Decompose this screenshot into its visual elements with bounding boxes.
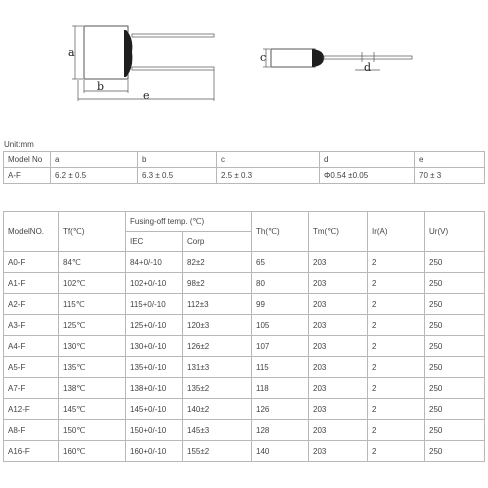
lead-upper bbox=[132, 34, 214, 37]
cell-d: Φ0.54 ±0.05 bbox=[320, 168, 415, 184]
cell-th: 105 bbox=[252, 315, 309, 336]
cell-ur: 250 bbox=[425, 336, 485, 357]
cell-ur: 250 bbox=[425, 378, 485, 399]
cell-tm: 203 bbox=[309, 315, 368, 336]
cell-tf: 130℃ bbox=[59, 336, 126, 357]
header-c: c bbox=[217, 152, 320, 168]
cell-tm: 203 bbox=[309, 252, 368, 273]
header-tf: Tf(℃) bbox=[59, 212, 126, 252]
cell-tf: 138℃ bbox=[59, 378, 126, 399]
cell-tf: 150℃ bbox=[59, 420, 126, 441]
header-model: ModelNO. bbox=[4, 212, 59, 252]
cell-model: A8-F bbox=[4, 420, 59, 441]
header-fusing-off: Fusing-off temp. (℃) bbox=[126, 212, 252, 232]
cell-ur: 250 bbox=[425, 420, 485, 441]
cell-corp: 145±3 bbox=[183, 420, 252, 441]
fuse-body-side bbox=[271, 49, 315, 67]
header-a: a bbox=[51, 152, 138, 168]
cell-tf: 115℃ bbox=[59, 294, 126, 315]
cell-th: 99 bbox=[252, 294, 309, 315]
lead-side bbox=[324, 56, 412, 59]
dimensions-table bbox=[3, 151, 485, 184]
cell-ur: 250 bbox=[425, 315, 485, 336]
cell-model: A0-F bbox=[4, 252, 59, 273]
cell-tm: 203 bbox=[309, 273, 368, 294]
cell-th: 80 bbox=[252, 273, 309, 294]
cell-iec: 135+0/-10 bbox=[126, 357, 183, 378]
cell-model: A12-F bbox=[4, 399, 59, 420]
unit-label: Unit:mm bbox=[4, 140, 34, 149]
cell-tf: 125℃ bbox=[59, 315, 126, 336]
cell-ir: 2 bbox=[368, 336, 425, 357]
cell-ir: 2 bbox=[368, 252, 425, 273]
table-row bbox=[4, 168, 485, 184]
cell-model: A3-F bbox=[4, 315, 59, 336]
cell-a: 6.2 ± 0.5 bbox=[51, 168, 138, 184]
cell-iec: 138+0/-10 bbox=[126, 378, 183, 399]
cell-ir: 2 bbox=[368, 273, 425, 294]
cell-ir: 2 bbox=[368, 378, 425, 399]
cell-tm: 203 bbox=[309, 441, 368, 462]
cell-model: A7-F bbox=[4, 378, 59, 399]
cell-tm: 203 bbox=[309, 399, 368, 420]
table-row bbox=[4, 336, 485, 357]
cell-ir: 2 bbox=[368, 399, 425, 420]
cell-ir: 2 bbox=[368, 294, 425, 315]
table-row bbox=[4, 294, 485, 315]
cell-corp: 140±2 bbox=[183, 399, 252, 420]
cell-tm: 203 bbox=[309, 294, 368, 315]
header-e: e bbox=[415, 152, 485, 168]
cell-c: 2.5 ± 0.3 bbox=[217, 168, 320, 184]
cell-tm: 203 bbox=[309, 357, 368, 378]
cell-ur: 250 bbox=[425, 252, 485, 273]
fuse-resin-side bbox=[312, 49, 324, 67]
side-view bbox=[260, 49, 412, 74]
cell-corp: 126±2 bbox=[183, 336, 252, 357]
header-model: Model No bbox=[4, 152, 51, 168]
header-th: Th(℃) bbox=[252, 212, 309, 252]
header-ir: Ir(A) bbox=[368, 212, 425, 252]
cell-iec: 125+0/-10 bbox=[126, 315, 183, 336]
table-row bbox=[4, 273, 485, 294]
cell-tf: 145℃ bbox=[59, 399, 126, 420]
cell-tf: 84℃ bbox=[59, 252, 126, 273]
cell-tm: 203 bbox=[309, 420, 368, 441]
cell-corp: 135±2 bbox=[183, 378, 252, 399]
cell-iec: 160+0/-10 bbox=[126, 441, 183, 462]
cell-ir: 2 bbox=[368, 357, 425, 378]
cell-ur: 250 bbox=[425, 399, 485, 420]
cell-model: A16-F bbox=[4, 441, 59, 462]
cell-model: A2-F bbox=[4, 294, 59, 315]
dim-label-c: c bbox=[260, 51, 267, 64]
cell-corp: 112±3 bbox=[183, 294, 252, 315]
table-row bbox=[4, 420, 485, 441]
cell-ur: 250 bbox=[425, 441, 485, 462]
cell-corp: 98±2 bbox=[183, 273, 252, 294]
cell-iec: 150+0/-10 bbox=[126, 420, 183, 441]
fuse-resin-end bbox=[124, 30, 132, 77]
cell-b: 6.3 ± 0.5 bbox=[138, 168, 217, 184]
table-row bbox=[4, 252, 485, 273]
table-row bbox=[4, 357, 485, 378]
cell-tf: 160℃ bbox=[59, 441, 126, 462]
table-row bbox=[4, 315, 485, 336]
cell-tm: 203 bbox=[309, 336, 368, 357]
cell-th: 140 bbox=[252, 441, 309, 462]
cell-tf: 102℃ bbox=[59, 273, 126, 294]
header-b: b bbox=[138, 152, 217, 168]
cell-model: A5-F bbox=[4, 357, 59, 378]
cell-th: 128 bbox=[252, 420, 309, 441]
table-row bbox=[4, 399, 485, 420]
cell-ir: 2 bbox=[368, 420, 425, 441]
cell-tf: 135℃ bbox=[59, 357, 126, 378]
cell-th: 115 bbox=[252, 357, 309, 378]
cell-ur: 250 bbox=[425, 357, 485, 378]
cell-ir: 2 bbox=[368, 315, 425, 336]
table-row bbox=[4, 378, 485, 399]
dim-label-a: a bbox=[68, 46, 75, 59]
header-tm: Tm(℃) bbox=[309, 212, 368, 252]
dim-label-d: d bbox=[364, 61, 372, 74]
header-d: d bbox=[320, 152, 415, 168]
cell-iec: 84+0/-10 bbox=[126, 252, 183, 273]
dim-label-b: b bbox=[97, 80, 105, 93]
cell-e: 70 ± 3 bbox=[415, 168, 485, 184]
cell-iec: 102+0/-10 bbox=[126, 273, 183, 294]
lead-lower bbox=[132, 67, 214, 70]
header-corp: Corp bbox=[183, 232, 252, 252]
specifications-table bbox=[3, 211, 485, 462]
cell-th: 65 bbox=[252, 252, 309, 273]
cell-corp: 120±3 bbox=[183, 315, 252, 336]
cell-ur: 250 bbox=[425, 294, 485, 315]
cell-model: A1-F bbox=[4, 273, 59, 294]
cell-tm: 203 bbox=[309, 378, 368, 399]
component-drawing bbox=[0, 0, 488, 135]
cell-corp: 82±2 bbox=[183, 252, 252, 273]
table-header-row bbox=[4, 152, 485, 168]
cell-iec: 130+0/-10 bbox=[126, 336, 183, 357]
cell-model: A4-F bbox=[4, 336, 59, 357]
cell-th: 118 bbox=[252, 378, 309, 399]
cell-model: A-F bbox=[4, 168, 51, 184]
cell-corp: 131±3 bbox=[183, 357, 252, 378]
front-view bbox=[68, 26, 214, 102]
cell-ir: 2 bbox=[368, 441, 425, 462]
header-ur: Ur(V) bbox=[425, 212, 485, 252]
cell-th: 107 bbox=[252, 336, 309, 357]
table-header-row bbox=[4, 212, 485, 232]
cell-iec: 115+0/-10 bbox=[126, 294, 183, 315]
fuse-body-front bbox=[84, 26, 128, 79]
cell-th: 126 bbox=[252, 399, 309, 420]
table-row bbox=[4, 441, 485, 462]
cell-corp: 155±2 bbox=[183, 441, 252, 462]
header-iec: IEC bbox=[126, 232, 183, 252]
cell-ur: 250 bbox=[425, 273, 485, 294]
dim-label-e: e bbox=[143, 89, 150, 102]
cell-iec: 145+0/-10 bbox=[126, 399, 183, 420]
